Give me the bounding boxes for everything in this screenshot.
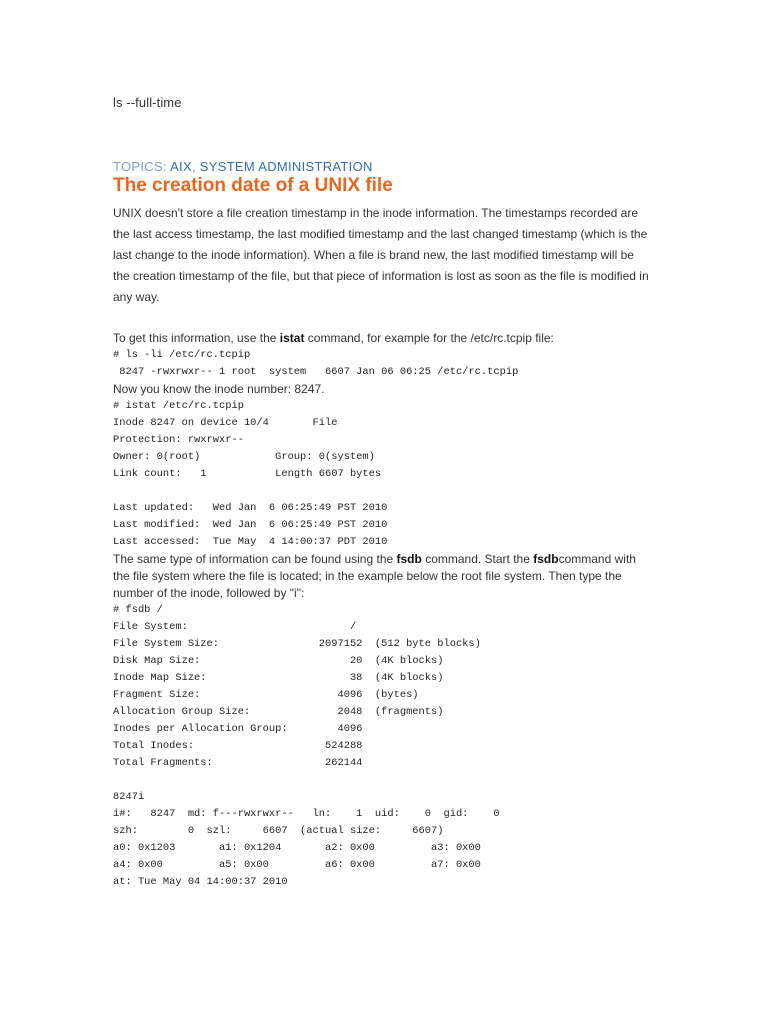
topics-bar xyxy=(113,159,373,174)
istat-para-after: command, for example for the /etc/rc.tcpip file: xyxy=(304,331,554,345)
fsdb-para-part3: command with the file system where the file is located; in the example below the root file system. Then type the number of the inode, followed by "i": xyxy=(113,552,636,600)
intro-paragraph: UNIX doesn't store a file creation timestamp in the inode information. The timestamps recorded are the last access timestamp, the last modified timestamp and the last changed timestamp (which is the last change to the inode information). When a file is brand new, the last modified timestamp will be the creation timestamp of the file, but that piece of information is lost as soon as the file is modified in any way. xyxy=(113,206,649,304)
article-title: The creation date of a UNIX file xyxy=(113,175,393,196)
fsdb-paragraph xyxy=(113,551,653,602)
istat-paragraph xyxy=(113,330,653,347)
fsdb-command-name-2: fsdb xyxy=(533,552,559,566)
fsdb-code-block: # fsdb / File System: / File System Size: 2097152 (512 byte blocks) Disk Map Size: 20 (4K blocks) Inode Map Size: 38 (4K blocks) Fragment Size: 4096 (bytes) Allocation Group Size: 2048 (fragments) Inodes per Allocation Group: 4096 Total Inodes: 524288 Total Fragments: 262144 8247i i#: 8247 md: f---rwxrwxr-- ln: 1 uid: 0 gid: 0 szh: 0 szl: 6607 (actual size: 6607) a0: 0x1203 a1: 0x1204 a2: 0x00 a3: 0x00 a4: 0x00 a5: 0x00 a6: 0x00 a7: 0x00 at: Tue May 04 14:00:37 2010 xyxy=(113,604,500,888)
istat-para-before: To get this information, use the xyxy=(113,331,280,345)
istat-code-block: # istat /etc/rc.tcpip Inode 8247 on device 10/4 File Protection: rwxrwxr-- Owner: 0(root) Group: 0(system) Link count: 1 Length 6607 bytes Last updated: Wed Jan 6 06:25:49 PST 2010 Last modified: Wed Jan 6 06:25:49 PST 2010 Last accessed: Tue May 4 14:00:37 PDT 2010 xyxy=(113,400,388,548)
topic-link-system-administration[interactable]: SYSTEM ADMINISTRATION xyxy=(199,159,373,174)
fsdb-para-part2: command. Start the xyxy=(421,552,534,566)
article-body xyxy=(113,330,653,891)
topics-label: TOPICS: xyxy=(113,159,167,174)
topic-separator: , xyxy=(191,159,196,174)
ls-code-block: # ls -li /etc/rc.tcpip 8247 -rwxrwxr-- 1 root system 6607 Jan 06 06:25 /etc/rc.tcpip xyxy=(113,349,519,378)
inode-paragraph: Now you know the inode number: 8247. xyxy=(113,382,325,396)
fsdb-command-name: fsdb xyxy=(396,552,422,566)
istat-command-name: istat xyxy=(279,331,305,345)
topic-link-aix[interactable]: AIX xyxy=(170,159,192,174)
fsdb-para-part1: The same type of information can be found using the xyxy=(113,552,397,566)
command-heading: ls --full-time xyxy=(113,95,182,110)
